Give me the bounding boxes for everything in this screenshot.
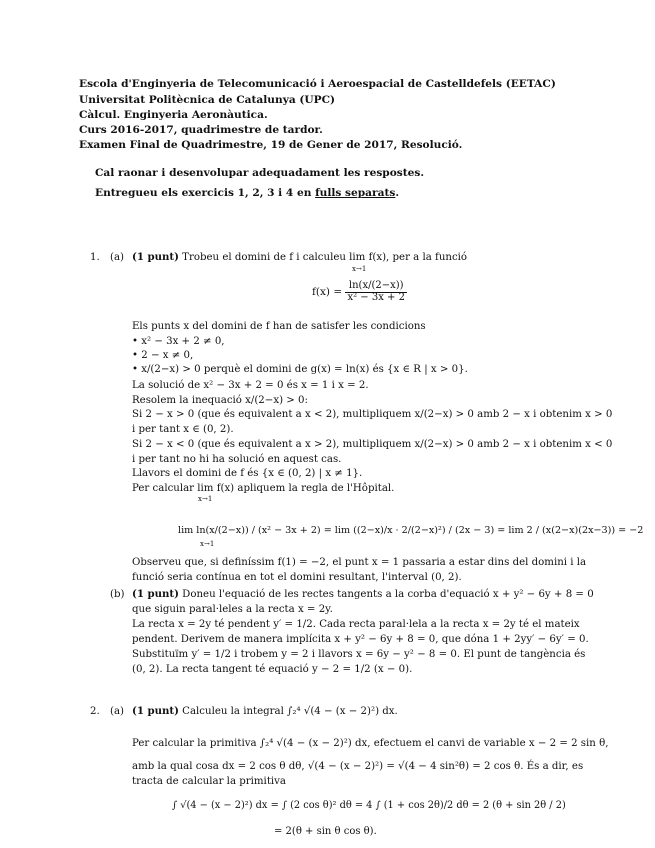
instruction-underlined: fulls separats [315,187,396,199]
ex2-r1: Per calcular la primitiva ∫₂⁴ √(4 − (x − 2)²) dx, efectuem el canvi de variable x − 2 = 2 sin θ, [132,738,609,749]
ex1-p9-sub: x→1 [198,495,213,503]
header-school: Escola d'Enginyeria de Telecomunicació i Aeroespacial de Castelldefels (EETAC) [79,78,556,90]
ex1-p3: Resolem la inequació x/(2−x) > 0: [132,395,308,406]
ex1-p1: Els punts x del domini de f han de satisfer les condicions [132,321,426,332]
function-definition [312,281,407,303]
ex1-p7: i per tant no hi ha solució en aquest cas. [132,454,342,465]
ex1-p2: La solució de x² − 3x + 2 = 0 és x = 1 i x = 2. [132,380,369,391]
ex2-r2: amb la qual cosa dx = 2 cos θ dθ, √(4 − (x − 2)²) = √(4 − 4 sin²θ) = 2 cos θ. És a dir, es [132,761,584,772]
ex1-p6: Si 2 − x < 0 (que és equivalent a x > 2), multipliquem x/(2−x) > 0 amb 2 − x i obtenim x < 0 [132,439,613,450]
instruction-reason: Cal raonar i desenvolupar adequadament les respostes. [95,167,425,179]
exercise-2a-statement [132,705,398,718]
exercise-1b-text: Doneu l'equació de les rectes tangents a la corba d'equació x + y² − 6y + 8 = 0 [182,589,594,600]
header-university: Universitat Politècnica de Catalunya (UPC) [79,94,336,106]
instruction-prefix: Entregueu els exercicis 1, 2, 3 i 4 en [95,187,316,199]
exercise-2a-points: (1 punt) [132,705,179,717]
function-numerator: ln(x/(2−x)) [345,281,407,293]
exercise-1a-lim-sub: x→1 [352,265,367,273]
ex1-p9: Per calcular lim f(x) apliquem la regla de l'Hôpital. [132,483,395,494]
ex1-bullet-2: • 2 − x ≠ 0, [132,350,194,361]
exercise-1a-statement [132,251,467,264]
ex2-r3: tracta de calcular la primitiva [132,776,287,787]
header-course: Càlcul. Enginyeria Aeronàutica. [79,109,268,121]
instruction-separate [95,187,399,199]
exercise-1b-label: (b) [110,589,125,600]
header-exam: Examen Final de Quadrimestre, 19 de Gener de 2017, Resolució. [79,139,463,151]
ex1-bullet-1: • x² − 3x + 2 ≠ 0, [132,336,225,347]
ex1-p8: Llavors el domini de f és {x ∈ (0, 2) | x ≠ 1}. [132,468,363,479]
exercise-2a-text: Calculeu la integral ∫₂⁴ √(4 − (x − 2)²) dx. [182,706,398,717]
ex1-p11: funció seria contínua en tot el domini resultant, l'interval (0, 2). [132,572,462,583]
ex1-p5: i per tant x ∈ (0, 2). [132,424,234,435]
ex1b-q1: que siguin paral·leles a la recta x = 2y. [132,604,333,615]
exercise-1a-points: (1 punt) [132,251,179,263]
ex1-bullet-3: • x/(2−x) > 0 perquè el domini de g(x) = ln(x) és {x ∈ R | x > 0}. [132,364,468,375]
ex1b-q5: (0, 2). La recta tangent té equació y − 2 = 1/2 (x − 0). [132,664,413,675]
integral-equation-2: = 2(θ + sin θ cos θ). [274,826,377,837]
integral-equation-1: ∫ √(4 − (x − 2)²) dx = ∫ (2 cos θ)² dθ = 4 ∫ (1 + cos 2θ)/2 dθ = 2 (θ + sin 2θ / 2) [172,800,566,811]
function-lhs: f(x) = [312,286,343,298]
exercise-1a-label: (a) [110,252,125,263]
exercise-1a-text: Trobeu el domini de f i calculeu lim f(x), per a la funció [182,252,468,263]
function-denominator: x² − 3x + 2 [347,291,405,303]
instruction-suffix: . [395,187,400,199]
ex1-p10: Observeu que, si definíssim f(1) = −2, el punt x = 1 passaria a estar dins del domini i la [132,557,587,568]
lhopital-equation: lim ln(x/(2−x)) / (x² − 3x + 2) = lim ((2−x)/x · 2/(2−x)²) / (2x − 3) = lim 2 / (x(2−x)(2x−3)) = −2 [178,525,644,536]
exercise-1b-statement [132,588,594,601]
ex1b-q2: La recta x = 2y té pendent y′ = 1/2. Cada recta paral·lela a la recta x = 2y té el mateix [132,619,580,630]
exercise-2-number: 2. [90,706,100,717]
function-fraction [345,281,407,303]
ex1-p4: Si 2 − x > 0 (que és equivalent a x < 2), multipliquem x/(2−x) > 0 amb 2 − x i obtenim x > 0 [132,409,613,420]
lhopital-sub: x→1 [200,540,215,548]
exercise-1b-points: (1 punt) [132,588,179,600]
ex1b-q3: pendent. Derivem de manera implícita x + y² − 6y + 8 = 0, que dóna 1 + 2yy′ − 6y′ = 0. [132,634,589,645]
ex1b-q4: Substituïm y′ = 1/2 i trobem y = 2 i llavors x = 6y − y² − 8 = 0. El punt de tangència és [132,649,586,660]
header-term: Curs 2016-2017, quadrimestre de tardor. [79,124,323,136]
exercise-2a-label: (a) [110,706,125,717]
exercise-1-number: 1. [90,252,100,263]
